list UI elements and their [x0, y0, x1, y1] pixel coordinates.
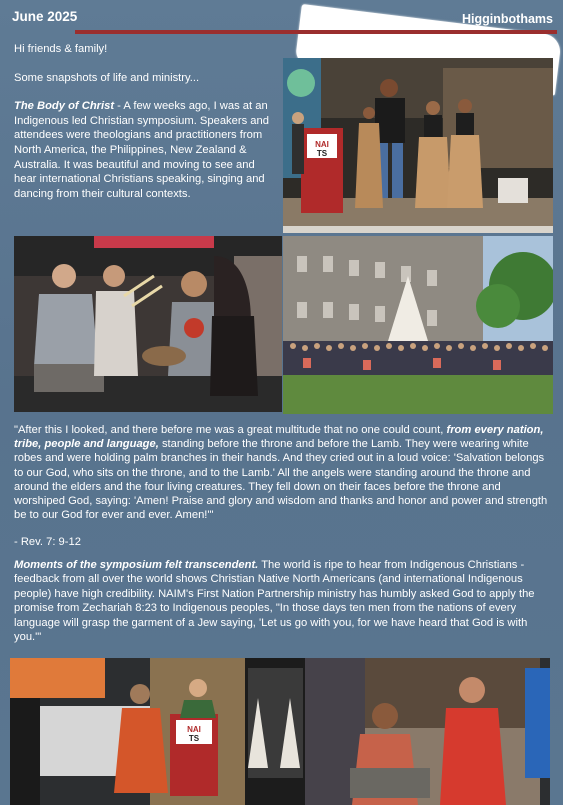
scripture-reference: - Rev. 7: 9-12	[14, 536, 81, 548]
photo-musicians	[14, 236, 282, 412]
moments-paragraph	[14, 558, 554, 644]
podium-sign-bottom: TS	[316, 149, 328, 158]
body-of-christ-text: - A few weeks ago, I was at an Indigenous led Christian symposium. Speakers and attendees were theologians and practitioners from North America, the Philippines, New Zealand & Australia. It was beautiful and moving to see and hear international Christians speaking, singing and dancing from their cultural contexts.	[14, 100, 269, 200]
moments-heading: Moments of the symposium felt transcendent.	[14, 559, 259, 571]
lead-line: Some snapshots of life and ministry...	[14, 71, 200, 84]
photo-stage-dancers	[283, 58, 553, 233]
scripture-quote	[14, 423, 554, 522]
family-name: Higginbothams	[462, 12, 553, 26]
intro-section	[14, 42, 276, 215]
body-of-christ-paragraph	[14, 99, 276, 201]
body-of-christ-heading: The Body of Christ	[14, 100, 115, 113]
podium-2-sign-top: NAI	[187, 725, 201, 734]
greeting: Hi friends & family!	[14, 43, 108, 55]
newsletter-date: June 2025	[12, 9, 78, 24]
quote-open: "After this I looked, and there before me was a great multitude that no one could count,	[14, 424, 447, 436]
photo-group-tipi	[283, 236, 553, 414]
podium-2-sign-bottom: TS	[188, 734, 200, 743]
quote-emphasis: from every nation, tribe, people and language,	[14, 424, 544, 451]
moments-text: The world is ripe to hear from Indigenous Christians - feedback from all over the world shows Christian Native North Americans (and international Indigenous people) have high credibility. NAIM's First Nation Partnership ministry has humbly asked God to apply the promise from Zechariah 8:23 to Indigenous peoples, "In those days ten men from the nations of every language will grasp the garment of a Jew saying, 'Let us go with you, for we have heard that God is with you.'"	[14, 559, 535, 644]
podium-sign-top: NAI	[315, 140, 329, 149]
header-rule	[75, 30, 557, 34]
quote-rest: standing before the throne and before the Lamb. They were wearing white robes and were holding palm branches in their hands. And they cried out in a loud voice: 'Salvation belongs to our God, who sits on the throne, and to the Lamb.' All the angels were standing around the throne and around the elders and the four living creatures. They fell down on their faces before the throne and worshiped God, saying: 'Amen! Praise and glory and wisdom and thanks and honor and power and strength be to our God for ever and ever. Amen!'"	[14, 438, 548, 522]
photo-speakers	[10, 658, 550, 805]
